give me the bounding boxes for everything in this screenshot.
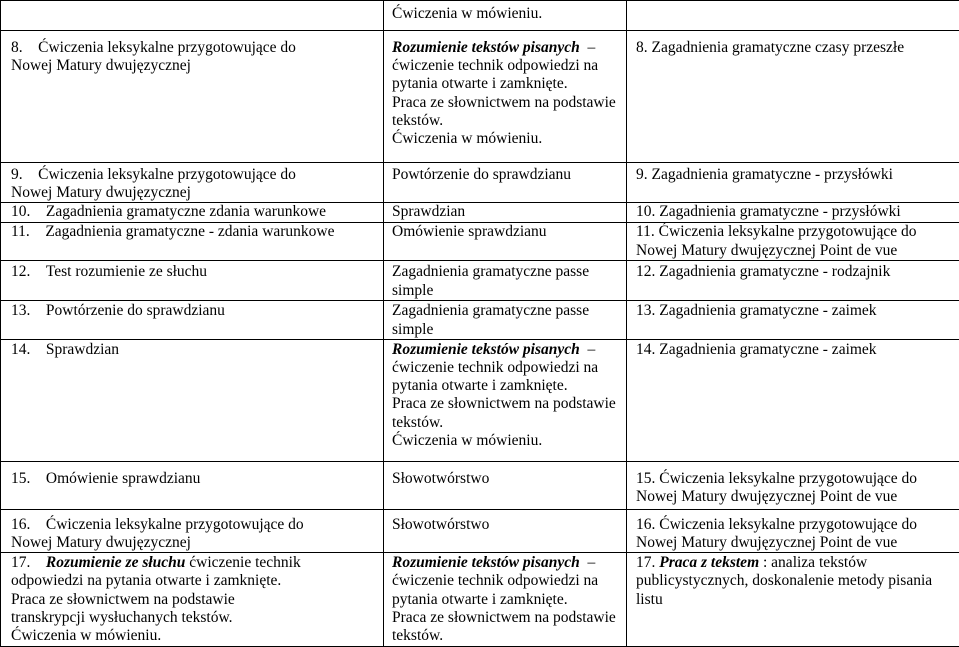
- cell-text: Zagadnienia gramatyczne zdania warunkowe: [46, 203, 326, 220]
- cell-text: 11. Ćwiczenia leksykalne przygotowujące do: [636, 223, 956, 241]
- cell-text: simple: [392, 321, 620, 339]
- cell-text: Sprawdzian: [46, 341, 119, 358]
- row-number: 12.: [11, 263, 30, 280]
- cell-col2: [384, 509, 627, 552]
- cell-text: 12. Zagadnienia gramatyczne - rodzajnik: [636, 263, 956, 281]
- cell-col2: [384, 203, 627, 223]
- table-row: [1, 223, 959, 261]
- cell-col1: [1, 339, 384, 461]
- cell-col1: [1, 223, 384, 261]
- cell-col3: [627, 339, 959, 461]
- cell-text: Ćwiczenia w mówieniu.: [392, 432, 620, 450]
- cell-text: Ćwiczenia leksykalne przygotowujące do: [38, 39, 296, 56]
- cell-col3: [627, 509, 959, 552]
- cell-text: 14. Zagadnienia gramatyczne - zaimek: [636, 341, 956, 359]
- cell-col3: [627, 261, 959, 301]
- cell-col2: [384, 163, 627, 203]
- cell-text: Omówienie sprawdzianu: [392, 223, 620, 241]
- cell-col2: [384, 261, 627, 301]
- cell-text: Praca ze słownictwem na podstawie: [392, 395, 620, 413]
- row-number: 9.: [11, 166, 23, 183]
- cell-text: Ćwiczenia leksykalne przygotowujące do: [46, 516, 304, 533]
- cell-col1: [1, 261, 384, 301]
- cell-text: ćwiczenie technik odpowiedzi na: [392, 359, 620, 377]
- cell-text: 16. Ćwiczenia leksykalne przygotowujące do: [636, 516, 956, 534]
- cell-col3: [627, 301, 959, 339]
- cell-col1: [1, 1, 384, 31]
- cell-text: pytania otwarte i zamknięte.: [392, 591, 620, 609]
- cell-text: Zagadnienia gramatyczne passe: [392, 302, 620, 320]
- cell-text: ćwiczenie technik odpowiedzi na: [392, 572, 620, 590]
- row-number: 13.: [11, 302, 30, 319]
- table-row: [1, 301, 959, 339]
- cell-col2: [384, 461, 627, 509]
- row-number: 14.: [11, 341, 30, 358]
- row-number: 11.: [11, 223, 30, 240]
- cell-col2: Rozumienie tekstów pisanych – ćwiczenie technik odpowiedzi na pytania otwarte i zamknięte. Praca ze słownictwem na podstawie tekstów.: [384, 553, 627, 647]
- row-number: 15.: [11, 470, 30, 487]
- cell-text: tekstów.: [392, 112, 620, 130]
- cell-col2: [384, 1, 627, 31]
- cell-text: Zagadnienia gramatyczne - zdania warunkowe: [45, 223, 334, 240]
- cell-text: Ćwiczenia w mówieniu.: [392, 130, 620, 148]
- cell-text: transkrypcji wysłuchanych tekstów.: [11, 609, 377, 627]
- cell-col2: Rozumienie tekstów pisanych – ćwiczenie technik odpowiedzi na pytania otwarte i zamknięte. Praca ze słownictwem na podstawie tekstów. Ćwiczenia w mówieniu.: [384, 339, 627, 461]
- cell-text: Sprawdzian: [392, 203, 620, 221]
- cell-col1: [1, 509, 384, 552]
- cell-text: Praca ze słownictwem na podstawie: [392, 609, 620, 627]
- cell-text: Ćwiczenia w mówieniu.: [392, 5, 620, 23]
- cell-col1: [1, 163, 384, 203]
- cell-col3: [627, 1, 959, 31]
- cell-col1: [1, 301, 384, 339]
- cell-col1: [1, 31, 384, 163]
- cell-text: Słowotwórstwo: [392, 516, 620, 534]
- cell-text: Nowej Matury dwujęzycznej Point de vue: [636, 242, 956, 260]
- cell-text: ćwiczenie technik odpowiedzi na: [392, 57, 620, 75]
- cell-text: Nowej Matury dwujęzycznej: [11, 57, 377, 75]
- bold-heading: Rozumienie tekstów pisanych: [392, 341, 580, 358]
- cell-text: Zagadnienia gramatyczne passe: [392, 263, 620, 281]
- bold-heading: Rozumienie ze słuchu: [46, 554, 186, 571]
- cell-col3: [627, 31, 959, 163]
- cell-col3: [627, 461, 959, 509]
- cell-text: 13. Zagadnienia gramatyczne - zaimek: [636, 302, 956, 320]
- cell-text: 15. Ćwiczenia leksykalne przygotowujące do: [636, 470, 956, 488]
- row-number: 8.: [11, 39, 23, 56]
- cell-text: Omówienie sprawdzianu: [46, 470, 201, 487]
- cell-text: listu: [636, 591, 956, 609]
- bold-heading: Rozumienie tekstów pisanych: [392, 39, 580, 56]
- table-row: [1, 163, 959, 203]
- cell-col1: 17. Rozumienie ze słuchu ćwiczenie technik odpowiedzi na pytania otwarte i zamknięte. Praca ze słownictwem na podstawie transkrypcji wysłuchanych tekstów. Ćwiczenia w mówieniu.: [1, 553, 384, 647]
- cell-text: Ćwiczenia leksykalne przygotowujące do: [38, 166, 296, 183]
- cell-col3: 17. Praca z tekstem : analiza tekstów publicystycznych, doskonalenie metody pisania listu: [627, 553, 959, 647]
- table-row: [1, 203, 959, 223]
- cell-col2: [384, 223, 627, 261]
- table-row: [1, 509, 959, 552]
- cell-text: publicystycznych, doskonalenie metody pisania: [636, 572, 956, 590]
- cell-text: Nowej Matury dwujęzycznej Point de vue: [636, 488, 956, 506]
- row-number: 17.: [11, 554, 30, 571]
- bold-heading: Praca z tekstem: [659, 554, 759, 571]
- cell-text: Ćwiczenia w mówieniu.: [11, 627, 377, 645]
- cell-text: simple: [392, 282, 620, 300]
- table-row: [1, 1, 959, 31]
- table-row: [1, 261, 959, 301]
- cell-text: pytania otwarte i zamknięte.: [392, 377, 620, 395]
- table-row: [1, 553, 959, 647]
- cell-text: Test rozumienie ze słuchu: [46, 263, 207, 280]
- bold-heading: Rozumienie tekstów pisanych: [392, 554, 580, 571]
- cell-text: 8. Zagadnienia gramatyczne czasy przeszłe: [636, 39, 956, 57]
- cell-col1: [1, 203, 384, 223]
- cell-text: Nowej Matury dwujęzycznej: [11, 184, 377, 202]
- cell-col3: [627, 163, 959, 203]
- cell-col1: [1, 461, 384, 509]
- cell-col3: [627, 203, 959, 223]
- cell-text: 10. Zagadnienia gramatyczne - przysłówki: [636, 203, 956, 221]
- cell-col2: [384, 301, 627, 339]
- cell-text: tekstów.: [392, 414, 620, 432]
- cell-text: tekstów.: [392, 627, 620, 645]
- cell-text: Powtórzenie do sprawdzianu: [46, 302, 225, 319]
- row-number: 10.: [11, 203, 30, 220]
- table-row: [1, 339, 959, 461]
- cell-text: pytania otwarte i zamknięte.: [392, 75, 620, 93]
- cell-text: Nowej Matury dwujęzycznej: [11, 534, 377, 552]
- cell-col3: [627, 223, 959, 261]
- cell-col2: Rozumienie tekstów pisanych – ćwiczenie technik odpowiedzi na pytania otwarte i zamknięte. Praca ze słownictwem na podstawie tekstów. Ćwiczenia w mówieniu.: [384, 31, 627, 163]
- cell-text: Słowotwórstwo: [392, 470, 620, 488]
- cell-text: 9. Zagadnienia gramatyczne - przysłówki: [636, 166, 956, 184]
- cell-text: Praca ze słownictwem na podstawie: [392, 94, 620, 112]
- table-row: [1, 31, 959, 163]
- cell-text: odpowiedzi na pytania otwarte i zamknięte.: [11, 572, 377, 590]
- cell-text: Nowej Matury dwujęzycznej Point de vue: [636, 534, 956, 552]
- cell-text: Powtórzenie do sprawdzianu: [392, 166, 620, 184]
- row-number: 16.: [11, 516, 30, 533]
- table-row: [1, 461, 959, 509]
- cell-text: Praca ze słownictwem na podstawie: [11, 591, 377, 609]
